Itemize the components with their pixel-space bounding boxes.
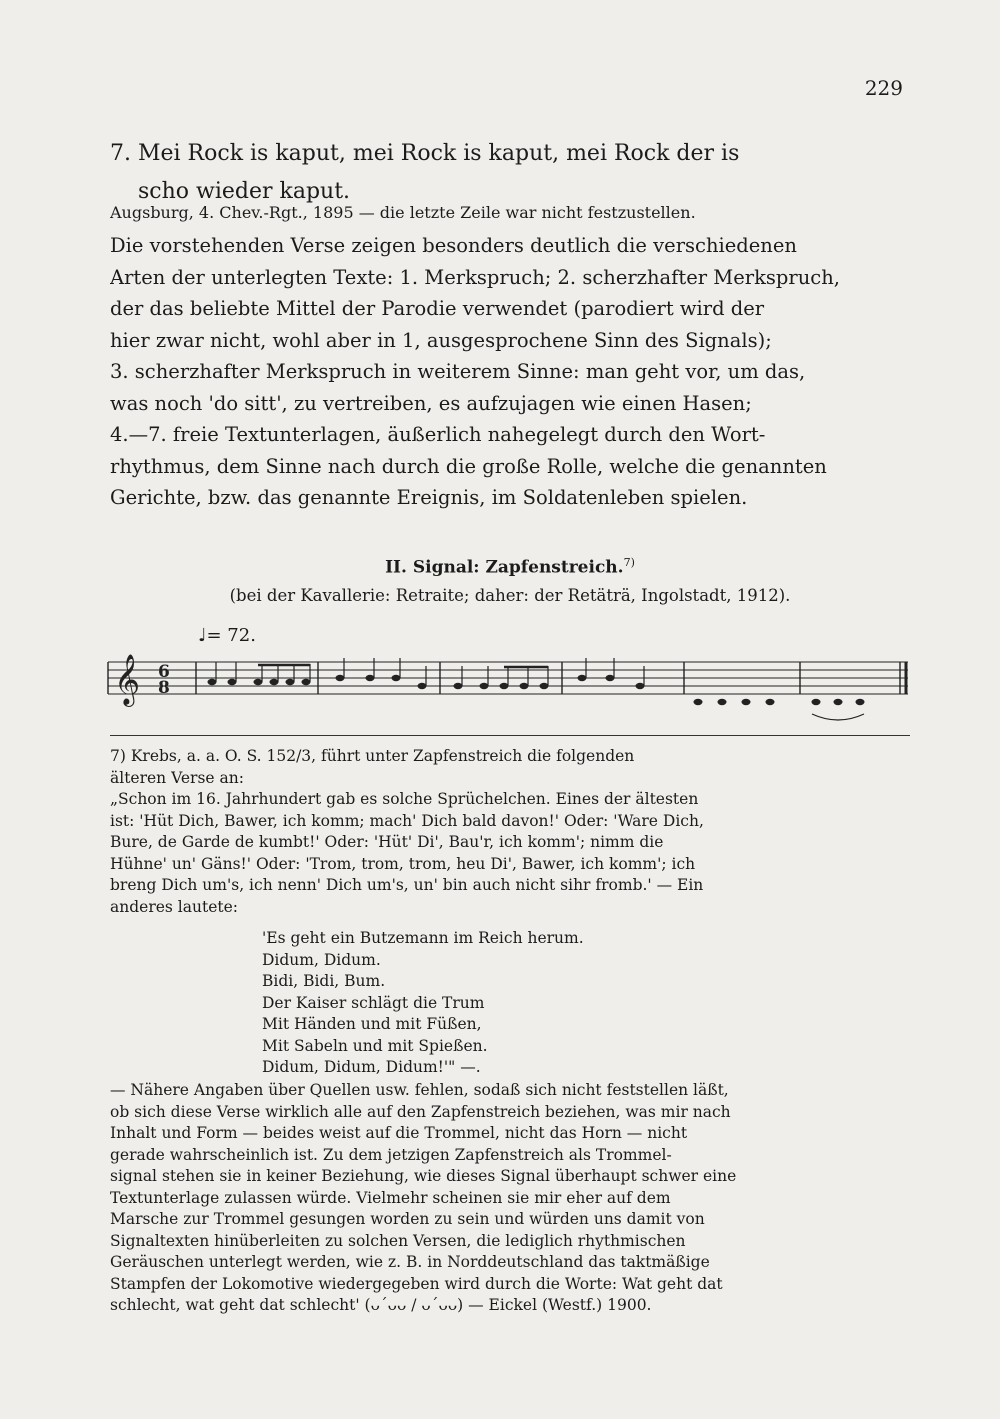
footnote-line: anderes lautete: — [110, 897, 238, 916]
footnote-line: schlecht, wat geht dat schlecht' (ᴗ´ᴗᴗ / ᴗ´ᴗᴗ) — Eickel (Westf.) 1900. — [110, 1296, 652, 1314]
body-paragraph — [110, 230, 910, 514]
footnote-line: signal stehen sie in keiner Beziehung, wie dieses Signal überhaupt schwer eine — [110, 1167, 737, 1185]
treble-clef-icon: 𝄞 — [114, 654, 141, 705]
music-notation — [100, 622, 915, 730]
footnote-line: älteren Verse an: — [110, 768, 244, 787]
body-line: 4.—7. freie Textunterlagen, äußerlich nahegelegt durch den Wort- — [110, 423, 766, 446]
music-staff — [100, 622, 915, 730]
body-line: was noch 'do sitt', zu vertreiben, es aufzujagen wie einen Hasen; — [110, 391, 752, 415]
footnote-verse-line: Bidi, Bidi, Bum. — [262, 972, 386, 990]
svg-text:6: 6 — [158, 662, 170, 682]
footnote-line: ob sich diese Verse wirklich alle auf den Zapfenstreich beziehen, was mir nach — [110, 1102, 731, 1121]
footnote-verse-line: Mit Händen und mit Füßen, — [262, 1015, 482, 1033]
footnote-verse-line: 'Es geht ein Butzemann im Reich herum. — [262, 929, 584, 947]
footnote-line: Signaltexten hinüberleiten zu solchen Versen, die lediglich rhythmischen — [110, 1231, 686, 1250]
footnote-line: Inhalt und Form — beides weist auf die Trommel, nicht das Horn — nicht — [110, 1124, 688, 1142]
body-line: Gerichte, bzw. das genannte Ereignis, im Soldatenleben spielen. — [110, 486, 748, 509]
footnote-line: — Nähere Angaben über Quellen usw. fehlen, sodaß sich nicht feststellen läßt, — [110, 1081, 729, 1099]
footnote-line: Geräuschen unterlegt werden, wie z. B. in Norddeutschland das taktmäßige — [110, 1253, 710, 1271]
verse-line-1: 7. Mei Rock is kaput, mei Rock is kaput, mei Rock der is — [110, 141, 740, 166]
footnote-text — [110, 746, 910, 918]
footnote-line: Stampfen der Lokomotive wiedergegeben wird durch die Worte: Wat geht dat — [110, 1274, 723, 1293]
footnote-verse-line: Didum, Didum. — [262, 950, 381, 969]
footnote-verse-line: Mit Sabeln und mit Spießen. — [262, 1036, 488, 1055]
page-number: 229 — [864, 76, 903, 100]
verse-source — [110, 198, 910, 228]
music-notes — [208, 675, 865, 705]
signal-heading-text: II. Signal: Zapfenstreich. — [385, 557, 624, 578]
footnote-verse-line: Didum, Didum, Didum!'" —. — [262, 1058, 481, 1076]
body-line: 3. scherzhafter Merkspruch in weiterem Sinne: man geht vor, um das, — [110, 360, 806, 383]
source-line: Augsburg, 4. Chev.-Rgt., 1895 — die letzte Zeile war nicht festzustellen. — [110, 203, 696, 222]
footnote-line: Textunterlage zulassen würde. Vielmehr scheinen sie mir eher auf dem — [110, 1188, 671, 1207]
footnote-line: Marsche zur Trommel gesungen worden zu sein und würden uns damit von — [110, 1210, 705, 1228]
body-line: Arten der unterlegten Texte: 1. Merkspruch; 2. scherzhafter Merkspruch, — [110, 265, 840, 289]
tempo-marking: ♩= 72. — [198, 625, 256, 646]
footnote-marker: 7) — [623, 556, 635, 569]
footnote-line: Hühne' un' Gäns!' Oder: 'Trom, trom, trom, heu Di', Bawer, ich komm'; ich — [110, 854, 696, 873]
footnote-line: ist: 'Hüt Dich, Bawer, ich komm; mach' Dich bald davon!' Oder: 'Ware Dich, — [110, 811, 704, 830]
footnote-line: 7) Krebs, a. a. O. S. 152/3, führt unter Zapfenstreich die folgenden — [110, 747, 635, 765]
footnote-divider — [110, 735, 910, 736]
verse-line-2: scho wieder kaput. — [138, 179, 351, 204]
body-line: rhythmus, dem Sinne nach durch die große Rolle, welche die genannten — [110, 454, 827, 478]
footnote-line: „Schon im 16. Jahrhundert gab es solche Sprüchelchen. Eines der ältesten — [110, 790, 699, 808]
footnote-line: breng Dich um's, ich nenn' Dich um's, un' bin auch nicht sihr fromb.' — Ein — [110, 876, 704, 894]
body-line: der das beliebte Mittel der Parodie verwendet (parodiert wird der — [110, 297, 765, 320]
footnote-line: gerade wahrscheinlich ist. Zu dem jetzigen Zapfenstreich als Trommel- — [110, 1145, 672, 1164]
footnote-line: Bure, de Garde de kumbt!' Oder: 'Hüt' Di', Bau'r, ich komm'; nimm die — [110, 833, 664, 851]
signal-subtitle: (bei der Kavallerie: Retraite; daher: der Retäträ, Ingolstadt, 1912). — [229, 586, 791, 605]
footnote-continuation — [110, 1080, 910, 1317]
body-line: hier zwar nicht, wohl aber in 1, ausgesprochene Sinn des Signals); — [110, 328, 772, 352]
svg-text:8: 8 — [158, 678, 170, 698]
footnote-verse-line: Der Kaiser schlägt die Trum — [262, 993, 485, 1012]
body-line: Die vorstehenden Verse zeigen besonders deutlich die verschiedenen — [110, 234, 797, 257]
footnote-verse — [262, 928, 762, 1079]
signal-heading — [110, 556, 910, 578]
